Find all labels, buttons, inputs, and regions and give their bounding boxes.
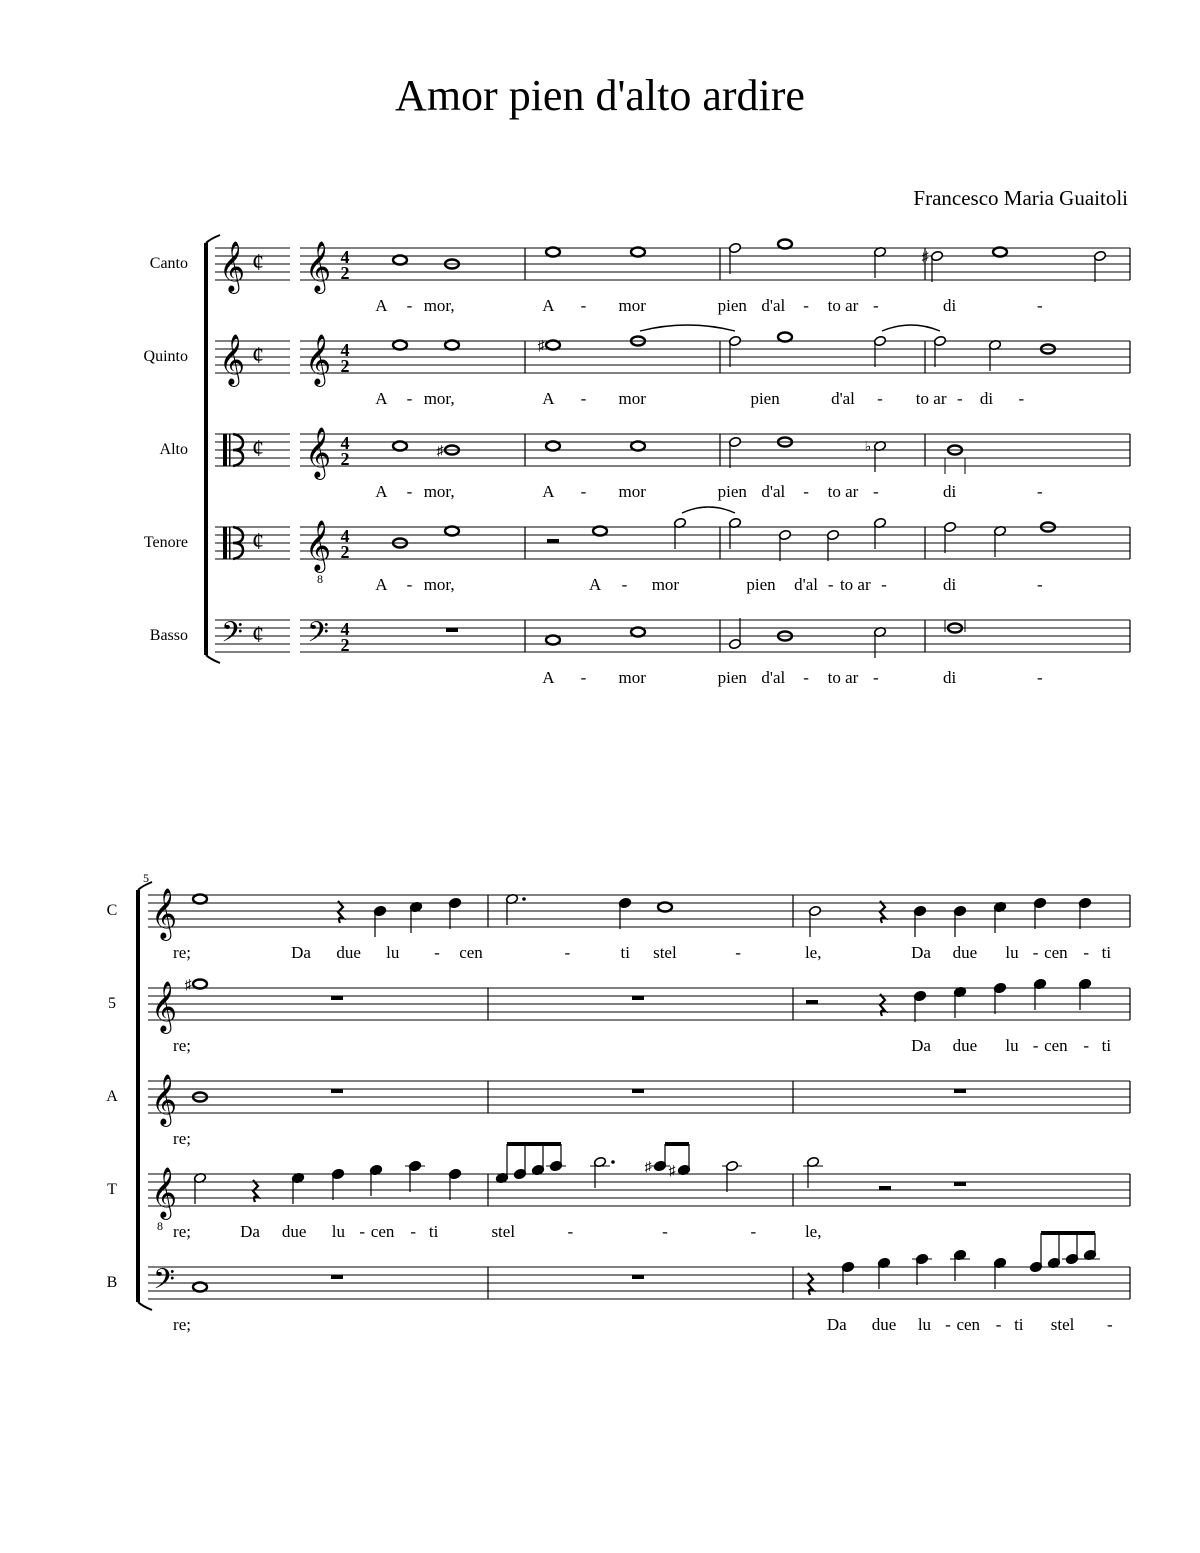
whole-note — [778, 333, 792, 342]
time-signature-denominator: 2 — [340, 635, 350, 655]
lyric-syllable: due — [871, 1315, 897, 1334]
lyric-syllable: - — [735, 943, 741, 962]
accidental-sharp: ♯ — [668, 1164, 676, 1179]
lyric-syllable: to ar — [827, 296, 859, 315]
whole-note — [778, 240, 792, 249]
whole-rest — [446, 628, 458, 632]
lyric-syllable: A — [542, 668, 555, 687]
lyric-syllable: re; — [173, 943, 191, 962]
whole-note — [193, 980, 207, 989]
lyric-syllable: due — [336, 943, 361, 962]
lyric-syllable: mor, — [423, 575, 455, 594]
time-signature-denominator: 2 — [340, 449, 350, 469]
lyric-syllable: pien — [717, 296, 747, 315]
lyric-syllable: - — [662, 1222, 668, 1241]
lyric-syllable: mor — [618, 296, 646, 315]
whole-note — [546, 341, 560, 350]
time-signature-denominator: 2 — [340, 542, 350, 562]
lyric-syllable: Da — [826, 1315, 847, 1334]
lyric-syllable: - — [406, 389, 413, 408]
whole-note — [445, 527, 459, 536]
lyric-syllable: due — [281, 1222, 307, 1241]
lyric-syllable: stel — [653, 943, 677, 962]
time-signature-numerator: 4 — [340, 526, 350, 546]
part-name: Tenore — [143, 534, 188, 551]
lyric-syllable: A — [542, 482, 555, 501]
part-abbreviation: B — [106, 1274, 118, 1291]
lyric-syllable: lu — [1005, 943, 1019, 962]
part-abbreviation: C — [106, 902, 118, 919]
lyric-syllable: - — [1036, 575, 1043, 594]
whole-rest — [331, 1275, 343, 1279]
lyric-syllable: ti — [1014, 1315, 1024, 1334]
whole-rest — [954, 1089, 966, 1093]
half-rest — [879, 1186, 891, 1190]
whole-note — [546, 636, 560, 645]
part-abbreviation: 5 — [108, 995, 116, 1012]
lyric-syllable: re; — [173, 1315, 191, 1334]
lyric-syllable: to ar — [827, 482, 859, 501]
quarter-rest — [880, 901, 885, 923]
lyric-syllable: mor — [651, 575, 680, 594]
lyric-syllable: pien — [750, 389, 780, 408]
lyric-syllable: - — [1106, 1315, 1113, 1334]
lyric-syllable: - — [1036, 296, 1043, 315]
beam — [665, 1142, 689, 1146]
part-abbreviation: T — [107, 1181, 117, 1198]
whole-note — [546, 442, 560, 451]
bass-clef: 𝄢 — [221, 618, 243, 655]
whole-note — [193, 1283, 207, 1292]
lyric-syllable: lu — [386, 943, 400, 962]
treble-clef: 𝄞 — [304, 242, 332, 291]
lyric-syllable: to ar — [915, 389, 947, 408]
lyric-syllable: due — [952, 943, 978, 962]
accidental-sharp: ♯ — [436, 444, 444, 459]
lyric-syllable: lu — [1005, 1036, 1019, 1055]
time-signature-numerator: 4 — [340, 247, 350, 267]
lyric-syllable: - — [1032, 1036, 1039, 1055]
accidental-sharp: ♯ — [921, 250, 929, 265]
system-bracket — [136, 890, 140, 1302]
lyric-syllable: - — [872, 668, 879, 687]
lyric-syllable: d'al — [761, 296, 786, 315]
lyric-syllable: - — [406, 296, 413, 315]
cut-time-signature: ¢ — [252, 622, 264, 648]
treble-clef: 𝄞 — [304, 521, 332, 570]
lyric-syllable: ti — [1101, 943, 1112, 962]
lyric-syllable: - — [881, 575, 887, 594]
lyric-syllable: - — [621, 575, 628, 594]
lyric-syllable: - — [567, 1222, 574, 1241]
cut-time-signature: ¢ — [252, 529, 264, 555]
lyric-syllable: - — [957, 389, 963, 408]
lyric-syllable: le, — [804, 943, 822, 962]
tie — [640, 325, 735, 331]
lyric-syllable: stel — [491, 1222, 516, 1241]
whole-note — [445, 341, 459, 350]
lyric-syllable: - — [580, 389, 587, 408]
lyric-syllable: Da — [240, 1222, 260, 1241]
time-signature-denominator: 2 — [340, 356, 350, 376]
time-signature-denominator: 2 — [340, 263, 350, 283]
lyric-syllable: - — [359, 1222, 366, 1241]
whole-rest — [632, 1275, 644, 1279]
alto-clef — [229, 527, 231, 559]
time-signature-numerator: 4 — [340, 433, 350, 453]
half-rest — [806, 1000, 818, 1004]
alto-clef — [223, 527, 227, 559]
accidental-sharp: ♯ — [537, 339, 545, 354]
lyric-syllable: ti — [620, 943, 630, 962]
whole-note — [393, 442, 407, 451]
lyric-syllable: - — [803, 668, 809, 687]
lyric-syllable: - — [564, 943, 571, 962]
lyric-syllable: mor, — [423, 296, 455, 315]
lyric-syllable: - — [803, 482, 809, 501]
treble-clef: 𝄞 — [150, 982, 178, 1031]
beam — [1041, 1231, 1095, 1235]
whole-rest — [331, 1089, 343, 1093]
lyric-syllable: re; — [173, 1129, 191, 1148]
lyric-syllable: - — [580, 482, 587, 501]
treble-clef: 𝄞 — [150, 1075, 178, 1124]
system-bracket — [204, 243, 208, 655]
part-name: Alto — [159, 441, 188, 458]
lyric-syllable: cen — [370, 1222, 395, 1241]
lyric-syllable: - — [995, 1315, 1002, 1334]
octave-marker: 8 — [317, 572, 323, 586]
lyric-syllable: mor — [618, 482, 646, 501]
treble-clef: 𝄞 — [150, 889, 178, 938]
lyric-syllable: di — [979, 389, 994, 408]
lyric-syllable: d'al — [761, 668, 786, 687]
quarter-rest — [338, 901, 343, 923]
quarter-rest — [808, 1273, 813, 1295]
cut-time-signature: ¢ — [252, 250, 264, 276]
lyric-syllable: di — [942, 575, 957, 594]
whole-note — [546, 248, 560, 257]
whole-rest — [954, 1182, 966, 1186]
lyric-syllable: Da — [911, 943, 931, 962]
lyric-syllable: - — [827, 575, 834, 594]
whole-rest — [331, 996, 343, 1000]
whole-note — [631, 442, 645, 451]
composer-name: Francesco Maria Guaitoli — [913, 186, 1128, 210]
lyric-syllable: Da — [291, 943, 311, 962]
lyric-syllable: mor, — [423, 389, 455, 408]
lyric-syllable: A — [542, 389, 555, 408]
lyric-syllable: - — [580, 296, 587, 315]
lyric-syllable: - — [580, 668, 587, 687]
augmentation-dot — [522, 897, 526, 901]
lyric-syllable: di — [942, 668, 957, 687]
whole-note — [193, 895, 207, 904]
treble-clef: 𝄞 — [304, 428, 332, 477]
lyric-syllable: mor, — [423, 482, 455, 501]
accidental-sharp: ♯ — [184, 978, 192, 993]
lyric-syllable: re; — [173, 1036, 191, 1055]
lyric-syllable: lu — [331, 1222, 346, 1241]
whole-note — [593, 527, 607, 536]
lyric-syllable: - — [406, 482, 413, 501]
part-abbreviation: A — [106, 1088, 118, 1105]
whole-note — [393, 341, 407, 350]
lyric-syllable: di — [942, 296, 957, 315]
system-bracket — [206, 655, 220, 663]
lyric-syllable: - — [1032, 943, 1039, 962]
treble-clef: 𝄞 — [218, 335, 246, 384]
lyric-syllable: - — [1036, 668, 1043, 687]
lyric-syllable: pien — [717, 482, 747, 501]
lyric-syllable: ti — [428, 1222, 439, 1241]
time-signature-numerator: 4 — [340, 619, 350, 639]
lyric-syllable: di — [942, 482, 957, 501]
lyric-syllable: cen — [1044, 1036, 1068, 1055]
lyric-syllable: stel — [1050, 1315, 1075, 1334]
lyric-syllable: - — [434, 943, 440, 962]
quarter-rest — [880, 994, 885, 1016]
lyric-syllable: - — [750, 1222, 757, 1241]
lyric-syllable: cen — [956, 1315, 981, 1334]
lyric-syllable: le, — [804, 1222, 822, 1241]
lyric-syllable: - — [410, 1222, 417, 1241]
lyric-syllable: d'al — [831, 389, 855, 408]
lyric-syllable: A — [375, 482, 388, 501]
part-name: Quinto — [143, 348, 188, 365]
lyric-syllable: A — [375, 575, 388, 594]
time-signature-numerator: 4 — [340, 340, 350, 360]
lyric-syllable: re; — [173, 1222, 191, 1241]
part-name: Canto — [149, 255, 188, 272]
whole-rest — [632, 996, 644, 1000]
alto-clef — [223, 434, 227, 466]
lyric-syllable: Da — [911, 1036, 931, 1055]
treble-clef: 𝄞 — [150, 1168, 178, 1217]
half-rest — [547, 539, 559, 543]
lyric-syllable: A — [375, 296, 388, 315]
lyric-syllable: - — [872, 482, 879, 501]
lyric-syllable: A — [589, 575, 602, 594]
cut-time-signature: ¢ — [252, 436, 264, 462]
alto-clef — [229, 434, 231, 466]
lyric-syllable: lu — [917, 1315, 932, 1334]
lyric-syllable: to ar — [827, 668, 859, 687]
tie — [882, 325, 940, 331]
whole-note — [631, 248, 645, 257]
lyric-syllable: - — [1018, 389, 1025, 408]
lyric-syllable: - — [1083, 943, 1090, 962]
cut-time-signature: ¢ — [252, 343, 264, 369]
quarter-rest — [253, 1180, 258, 1202]
lyric-syllable: pien — [717, 668, 747, 687]
measure-number: 5 — [143, 871, 149, 885]
lyric-syllable: - — [872, 296, 879, 315]
lyric-syllable: to ar — [839, 575, 871, 594]
lyric-syllable: ti — [1101, 1036, 1112, 1055]
lyric-syllable: - — [406, 575, 413, 594]
accidental-sharp: ♯ — [644, 1160, 652, 1175]
augmentation-dot — [611, 1160, 615, 1164]
lyric-syllable: due — [952, 1036, 978, 1055]
lyric-syllable: mor — [618, 389, 646, 408]
lyric-syllable: cen — [459, 943, 483, 962]
bass-clef: 𝄢 — [307, 618, 329, 655]
lyric-syllable: d'al — [761, 482, 786, 501]
lyric-syllable: d'al — [794, 575, 819, 594]
whole-rest — [632, 1089, 644, 1093]
lyric-syllable: pien — [746, 575, 776, 594]
accidental-flat: ♭ — [864, 440, 872, 455]
lyric-syllable: - — [1036, 482, 1043, 501]
lyric-syllable: - — [945, 1315, 951, 1334]
whole-note — [658, 903, 672, 912]
octave-marker: 8 — [157, 1219, 163, 1233]
bass-clef: 𝄢 — [153, 1265, 175, 1302]
lyric-syllable: - — [877, 389, 883, 408]
lyric-syllable: mor — [618, 668, 646, 687]
treble-clef: 𝄞 — [218, 242, 246, 291]
lyric-syllable: - — [1083, 1036, 1090, 1055]
lyric-syllable: A — [375, 389, 388, 408]
lyric-syllable: cen — [1044, 943, 1068, 962]
system-bracket — [138, 1302, 152, 1310]
part-name: Basso — [149, 627, 188, 644]
lyric-syllable: - — [803, 296, 809, 315]
system-bracket — [206, 235, 220, 243]
whole-note — [993, 248, 1007, 257]
tie — [682, 507, 735, 513]
lyric-syllable: A — [542, 296, 555, 315]
treble-clef: 𝄞 — [304, 335, 332, 384]
whole-note — [631, 628, 645, 637]
score-title: Amor pien d'alto ardire — [395, 71, 805, 120]
beam — [507, 1142, 561, 1146]
whole-note — [393, 256, 407, 265]
